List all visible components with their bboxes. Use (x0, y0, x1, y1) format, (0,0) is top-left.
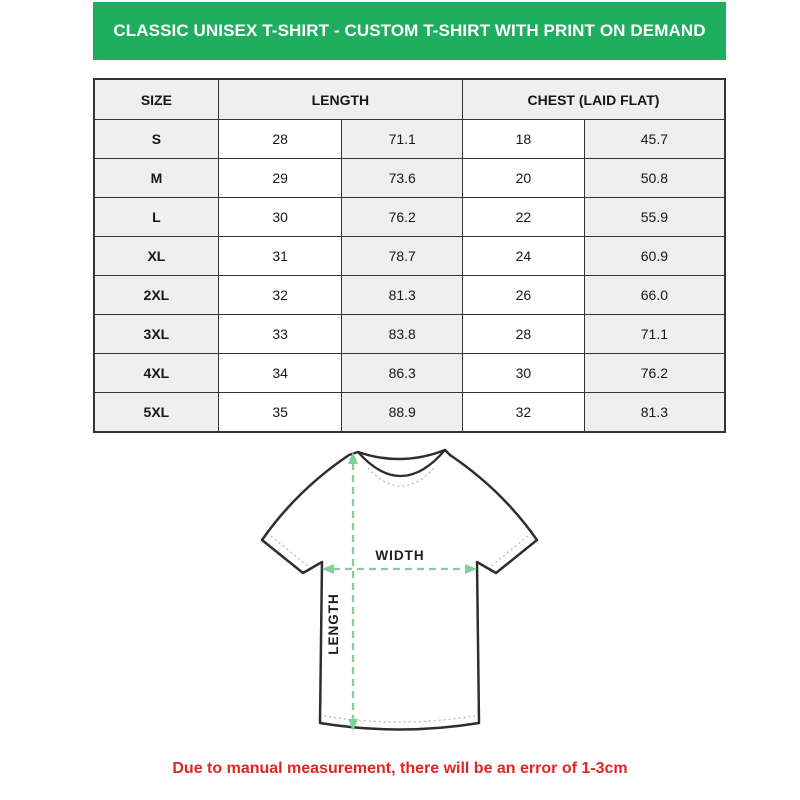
table-row (94, 237, 725, 276)
cell-length-cm: 88.9 (342, 393, 463, 433)
table-row (94, 393, 725, 433)
cell-size: 4XL (94, 354, 218, 393)
table-row (94, 120, 725, 159)
header-row (94, 79, 725, 120)
cell-chest-cm: 55.9 (584, 198, 725, 237)
footer-note (0, 760, 800, 778)
tshirt-diagram (245, 440, 555, 750)
table-row (94, 198, 725, 237)
column-header-size: SIZE (94, 79, 218, 120)
cell-length-inches: 31 (218, 237, 342, 276)
cell-size: M (94, 159, 218, 198)
size-table (93, 78, 726, 433)
cell-length-cm: 78.7 (342, 237, 463, 276)
cell-chest-cm: 71.1 (584, 315, 725, 354)
cell-length-cm: 81.3 (342, 276, 463, 315)
cell-length-cm: 76.2 (342, 198, 463, 237)
measurement-disclaimer-text: Due to manual measurement, there will be an error of 1-3cm (172, 760, 628, 777)
banner-title: CLASSIC UNISEX T-SHIRT - CUSTOM T-SHIRT WITH PRINT ON DEMAND (113, 21, 706, 40)
cell-size: 3XL (94, 315, 218, 354)
cell-length-inches: 33 (218, 315, 342, 354)
tshirt-outline-shape (262, 450, 537, 730)
cell-chest-inches: 32 (462, 393, 584, 433)
cell-size: S (94, 120, 218, 159)
cell-length-cm: 86.3 (342, 354, 463, 393)
table-row (94, 159, 725, 198)
cell-chest-inches: 24 (462, 237, 584, 276)
cell-length-cm: 71.1 (342, 120, 463, 159)
cell-size: 2XL (94, 276, 218, 315)
cell-length-cm: 73.6 (342, 159, 463, 198)
cell-length-inches: 29 (218, 159, 342, 198)
banner (93, 2, 726, 60)
length-label: LENGTH (326, 593, 341, 655)
table-row (94, 276, 725, 315)
width-label: WIDTH (375, 548, 425, 563)
size-table-header (94, 79, 725, 120)
cell-chest-inches: 26 (462, 276, 584, 315)
cell-length-inches: 32 (218, 276, 342, 315)
cell-chest-cm: 76.2 (584, 354, 725, 393)
cell-chest-inches: 28 (462, 315, 584, 354)
cell-chest-cm: 60.9 (584, 237, 725, 276)
cell-length-inches: 35 (218, 393, 342, 433)
table-row (94, 315, 725, 354)
size-table-body (94, 120, 725, 433)
cell-length-inches: 30 (218, 198, 342, 237)
column-header-length: LENGTH (218, 79, 462, 120)
cell-chest-inches: 30 (462, 354, 584, 393)
cell-chest-inches: 20 (462, 159, 584, 198)
cell-size: XL (94, 237, 218, 276)
cell-chest-inches: 22 (462, 198, 584, 237)
cell-chest-cm: 66.0 (584, 276, 725, 315)
cell-size: 5XL (94, 393, 218, 433)
table-row (94, 354, 725, 393)
cell-chest-cm: 50.8 (584, 159, 725, 198)
cell-length-inches: 28 (218, 120, 342, 159)
cell-length-inches: 34 (218, 354, 342, 393)
column-header-chest: CHEST (LAID FLAT) (462, 79, 725, 120)
cell-chest-cm: 45.7 (584, 120, 725, 159)
cell-chest-cm: 81.3 (584, 393, 725, 433)
cell-length-cm: 83.8 (342, 315, 463, 354)
cell-size: L (94, 198, 218, 237)
cell-chest-inches: 18 (462, 120, 584, 159)
